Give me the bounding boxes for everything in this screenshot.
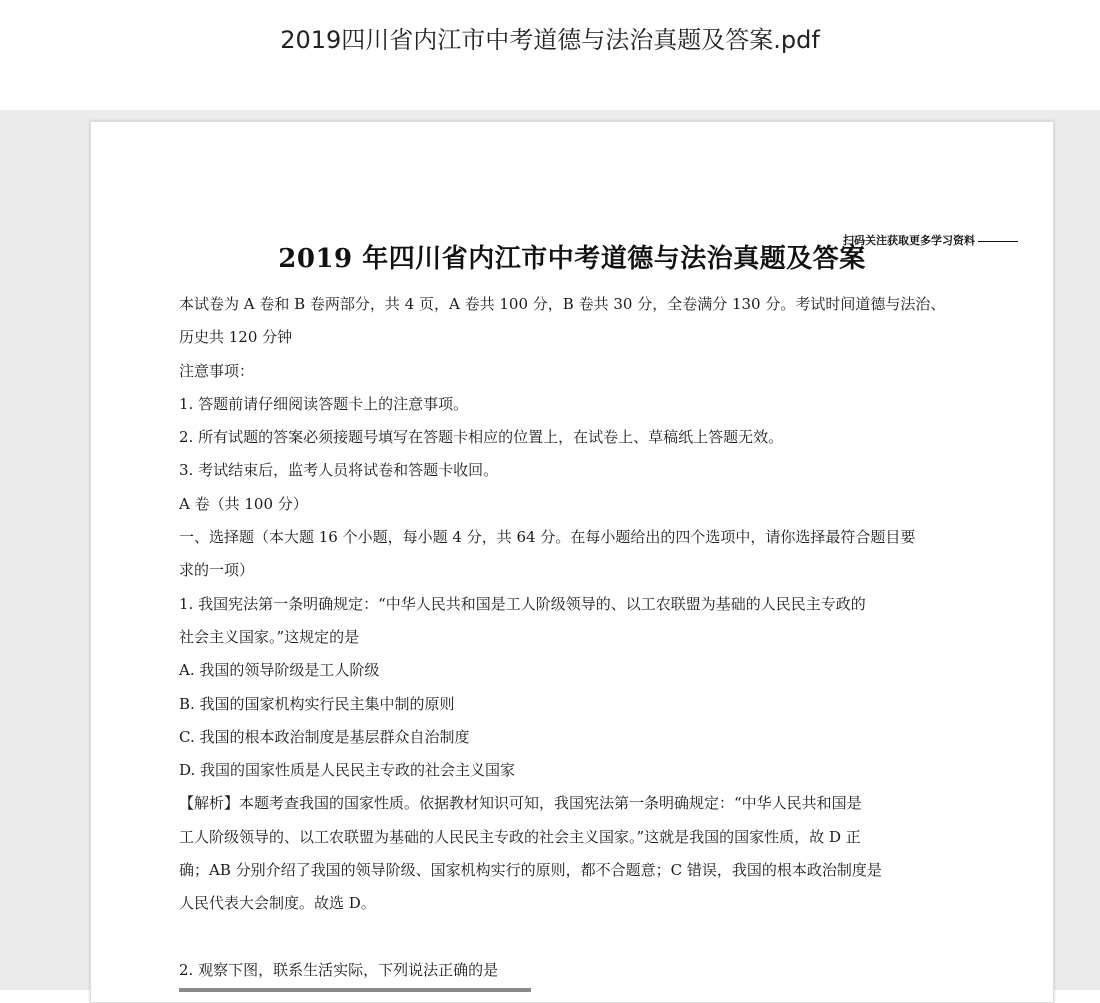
text-line: 社会主义国家。”这规定的是	[179, 627, 360, 646]
text-line: 1. 我国宪法第一条明确规定：“中华人民共和国是工人阶级领导的、以工农联盟为基础的人民民主专政的	[179, 594, 866, 613]
question-2: 2. 观察下图，联系生活实际，下列说法正确的是	[179, 960, 499, 979]
text-line: 本试卷为 A 卷和 B 卷两部分，共 4 页，A 卷共 100 分，B 卷共 30 分，全卷满分 130 分。考试时间道德与法治、	[179, 295, 946, 313]
text-line: C. 我国的根本政治制度是基层群众自治制度	[179, 727, 470, 746]
text-line: 【解析】本题考查我国的国家性质。依据教材知识可知，我国宪法第一条明确规定：“中华人民共和国是	[179, 794, 862, 813]
document-title: 2019 年四川省内江市中考道德与法治真题及答案	[278, 244, 866, 274]
text-line: 人民代表大会制度。故选 D。	[179, 894, 376, 913]
text-line: 工人阶级领导的、以工农联盟为基础的人民民主专政的社会主义国家。”这就是我国的国家性质，故 D 正	[179, 827, 861, 846]
figure-image-top-edge	[179, 988, 531, 992]
text-line: 求的一项）	[179, 561, 255, 580]
text-line: 3. 考试结束后，监考人员将试卷和答题卡收回。	[179, 461, 499, 480]
viewer-header	[0, 0, 1100, 110]
text-line: 注意事项：	[179, 361, 255, 380]
text-line: 一、选择题（本大题 16 个小题，每小题 4 分，共 64 分。在每小题给出的四个选项中，请你选择最符合题目要	[179, 528, 916, 547]
text-line: 确；AB 分别介绍了我国的领导阶级、国家机构实行的原则，都不合题意；C 错误，我国的根本政治制度是	[179, 861, 882, 880]
text-line: 历史共 120 分钟	[179, 328, 293, 347]
file-title: 2019四川省内江市中考道德与法治真题及答案.pdf	[280, 26, 820, 54]
text-line: A 卷（共 100 分）	[179, 494, 308, 513]
text-line: D. 我国的国家性质是人民民主专政的社会主义国家	[179, 761, 516, 780]
text-line: 1. 答题前请仔细阅读答题卡上的注意事项。	[179, 394, 469, 413]
text-line: 2. 所有试题的答案必须接题号填写在答题卡相应的位置上，在试卷上、草稿纸上答题无效。	[179, 428, 784, 447]
qr-note: 扫码关注获取更多学习资料	[843, 232, 1018, 248]
document-body	[179, 288, 979, 987]
pdf-page	[90, 121, 1054, 1003]
text-line: A. 我国的领导阶级是工人阶级	[179, 661, 380, 680]
text-line: B. 我国的国家机构实行民主集中制的原则	[179, 694, 455, 713]
